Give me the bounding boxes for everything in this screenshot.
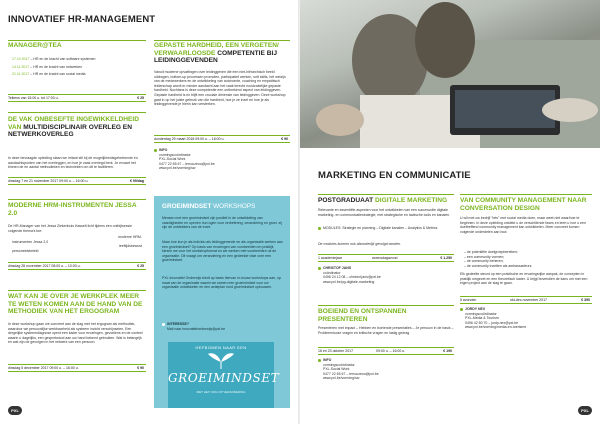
session-row: 21.11.2017 – HR en de kracht van social media [12,72,86,77]
instrumenten-pricebar: dinsdag 28 november 2017 08:00 u. – 10:00 u. € 25 [8,264,144,268]
list-item: – de community inzetten als ambassadeurs. [464,263,533,268]
book-cover [168,342,280,408]
managertea-title: MANAGER@TEA [8,42,62,49]
list-item: instrumenten Jessa 2.0 [12,239,49,244]
boeiend-rule [318,305,454,306]
right-page [300,0,600,424]
list-item: – de community beheren; [464,259,504,264]
list-item: – een community vormen; [464,254,505,259]
groeimindset-title: GROEIMINDSET WORKSHOPS [162,203,256,210]
page-number-left: PXL [8,406,22,415]
info-icon [318,359,321,362]
instrumenten-body: De HR-Manager van het Jessa Ziekenhuis Hasselt licht tijdens een ontbijtsessie volgende thema's toe: [8,224,132,233]
cover-title: GROEIMINDSET [168,371,280,385]
page-number-right: PXL [578,406,592,415]
groeimindset-body-1: Mensen met een groeimindset zijn positief in de ontwikkeling van vaardigheden en openen hun ogen voor verbetering, verandering en groei, zij zijn de ontdekkers van de inzet. [162,216,282,230]
boeiend-body: Presenteren met impact – Hebben en boeiende presentaties – Je persoon in de basis – Probleemlooze vragen en kritische vragen en lastig gedrag. [318,326,454,335]
community-list [464,250,592,268]
ergogram-rule [8,290,146,291]
ergogram-pricebar: dinsdag 5 december 2017 09:00 u. – 16:00 u. € 90 [8,366,144,370]
gepaste-rule [154,40,290,41]
multidisc-body: In deze bevraagde opleiding staan we irritant stil bij de mogelijkheidsgebrekende en aandachtspunten van het overleggen, en hoe je vaak overlegd bent. Je ervaart het binnen de en aantal methodieken en technieken om dit te faciliteren. [8,156,138,170]
left-page-title: INNOVATIEF HR-MANAGEMENT [8,14,156,25]
digital-rule [318,194,454,195]
community-title: VAN COMMUNITY MANAGEMENT NAAR CONVERSATION DESIGN [460,197,587,212]
info-icon [154,149,157,152]
info-icon [162,323,165,326]
groeimindset-body-3: PXL Innovatief Onderwijs biedt op basis hiervan in-house workshops aan, op maat van de organisatie waarin we samen een groeimindset voor uw organisatie ontwikkelen en een actieplan rond groeimindset opbouwen. [162,276,281,290]
groeimindset-box [154,196,290,408]
right-page-title: MARKETING EN COMMUNICATIE [318,170,471,181]
instrumenten-list [12,235,142,253]
managertea-rule [8,40,146,41]
community-contact: JORDY NEX vormingscoördinator PXL-Media & Tourism 0496 42 80 70 – jordy.nex@pxl.be www.pxl.be/vorming/media-en-toerisme [460,307,592,330]
cover-subtitle: HEFBOMEN NAAR EEN [195,345,247,350]
groeimindset-info: INTERESSE? Mail naar innovatiefonderwijs@pxl.be [162,322,284,331]
digital-title: POSTGRADUAAT DIGITALE MARKETING [318,197,448,204]
managertea-price: € 25 [137,96,144,100]
hero-photo [300,0,600,148]
multidisc-title: DE VAK ONBESEFTE INGEWIKKELDHEID VAN MULTIDISCIPLINAIR OVERLEG EN NETWERKOVERLEG [8,116,140,139]
list-item: moderne HRM- [118,235,142,239]
digital-modules: MODULES: Strategie en planning – Digitale kanalen – Analytics & Metrics [318,226,454,231]
gepaste-pricebar: donderdag 29 maart 2018 09:00 u. – 16:00 u. € 90 [154,137,288,141]
digital-body: Relevante en essentiële aspecten voor het ontwikkelen van een succesvolle digitale marketing- en communicatiestrategie, met strategische en tactische tools en kanalen. [318,208,451,217]
community-pricebar: 5 avonden okt-dec-november 2017 € 390 [460,298,590,302]
session-row: 17.10.2017 – HR en de kracht van software systemen [12,57,96,61]
info-icon [318,227,321,230]
community-body-2: Elk gedeelte steunt op een praktische en ervaringsrijke aanpak, de concepten in praktijk omgezet en een theoretisch kader. U krijgt bovendien de kans om met een eigen project aan de slag te gaan. [460,272,588,286]
multidisc-rule [8,112,146,113]
digital-contact: CHRISTOF JANS coördinator 0496 24 12 08 – christof.jans@pxl.be www.pxl.be/pg-digitale-marketing [318,266,454,284]
gepaste-body: Vanuit moderne opvattingen over leidinggeven die een niet-hiërarchisch beeld uitdragen, bottom-up processen promoten, participatief werken, soft skills, het welzijn van de medewerkers en de ontwikkeling van autonomie, coaching en empathisch leiderschap wordt er minder aandacht aan het vaak terecht noodzakelijke gepaste hardheid. Nochtans is deze competentie een ontbrekend aspect van leidinggeven. Gepaste hardheid is en blijft een cruciale dimensie van leidinggeven. Deze workshop gaat in op het juiste gebruik van die hardheid, hoe je ze inzet en hoe je als leidinggevende je hierin kan versterken. [154,70,286,107]
multidisc-pricebar: dinsdag 7 en 21 november 2017 09:00 u. – 16:00 u. € 90/dag [8,179,144,183]
digital-pricebar: 1 academiejaar woensdagavond € 1.250 [318,256,452,260]
community-body-1: U wil met uw bedrijf "iets" met social media doen, maar weet niet waar/hoe te beginnen. In deze opleiding ontdekt u de verschillende fases en leert u hoe u een doeltreffend community management kan ontwikkelen. Meer concreet komen volgende onderdelen aan bod: [460,216,586,234]
boeiend-pricebar: 16 en 23 oktober 2017 09:00 u. – 16:00 u. € 190 [318,349,452,353]
hero-photo-art [300,0,600,148]
managertea-sessions [12,56,146,79]
ergogram-title: WAT KAN JE OVER JE WERKPLEK MEER TE WETEN KOMEN AAN DE HAND VAN DE METHODIEK VAN HET ERGOGRAM [8,293,143,316]
boeiend-contact: INFO vormingscoördinator PXL-Social Work 0477 22 65 67 – lerrouzeou@pxl.be www.pxl.be/vorming/sw [318,358,454,381]
gepaste-contact: INFO vormingscoördinator PXL-Social Work 0477 22 65 67 – lerrouzeou@pxl.be www.pxl.be/vorming/sw [154,148,290,171]
instrumenten-rule [8,199,146,200]
list-item: leeftijdsbewust [119,244,142,249]
instrumenten-title: MODERNE HRM-INSTRUMENTEN JESSA 2.0 [8,202,137,217]
managertea-pricebar [8,94,146,102]
person-icon [318,267,321,270]
list-item: personeelsbeleid [12,248,39,253]
ergogram-body: In deze workshop gaan we concreet aan de slag met het ergogram als methodiek, waardoor we persoonlijke werkbaarheid als systeem inzicht verschijnselen. Een dergelijke systeemdiagnose opent een kader voor ervaringen, gevoelens en de context waarin u dagelijks, een gesprekstool aan uw hand bekend gebruiken. Wat is belangrijk en wat zijn de gevolgen in het netwerk van een persoon. [8,322,143,345]
digital-note: De modules kunnen ook afzonderlijk gevolgd worden. [318,242,402,246]
managertea-time: Telkens van 15:00 u. tot 17:00 u. [8,96,59,100]
cover-tagline: MET HET OOG OP VERANDERING [196,390,246,394]
gepaste-title: GEPASTE HARDHEID, EEN VERGETEN/ VERWAARLOOSDE COMPETENTIE BIJ LEIDINGGEVENDEN [154,42,279,65]
community-rule [460,194,592,195]
groeimindset-body-2: Maar hoe kun je als individu als leidinggevende en als organisatie werken aan een groeimindset? Op basis van ervaringen van voorbeelden en praktijk kiezen we voor het workshopformat en we werken met voorbeelden uit de organisatie. Dit vraagt om verandering en een gedeelde visie over een groeimindset. [162,240,283,263]
boeiend-title: BOEIEND EN ONTSPANNEN PRESENTEREN [318,308,407,323]
session-row: 14.11.2017 – HR en de kracht van netwerken [12,64,83,69]
person-icon [460,308,463,311]
list-item: – de potentiële doelgroepbereiken; [464,250,518,254]
